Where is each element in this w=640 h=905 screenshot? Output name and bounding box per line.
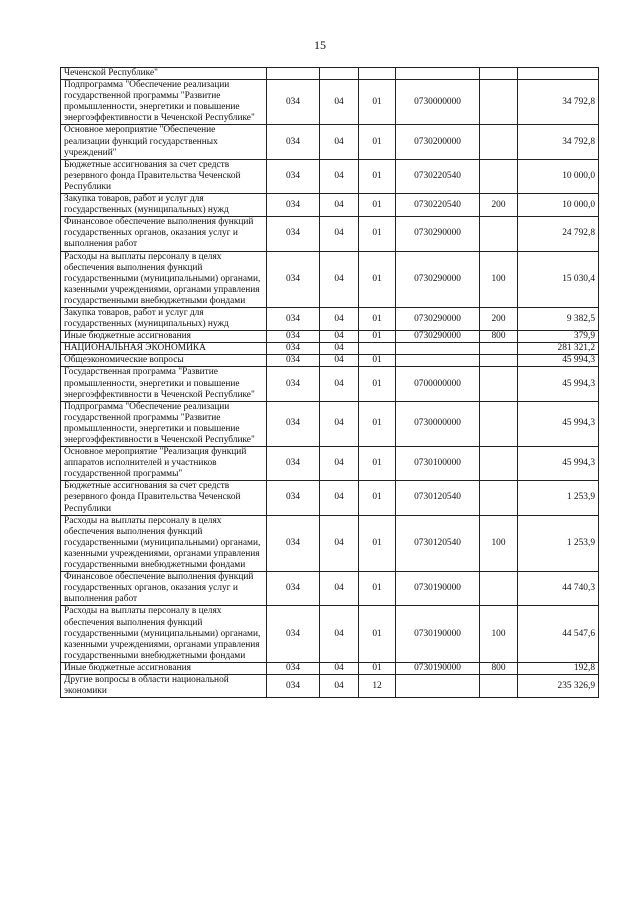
table-row (61, 662, 599, 674)
row-ved: 034 (267, 401, 320, 446)
row-pr: 01 (359, 194, 396, 217)
row-sum: 45 994,3 (518, 367, 599, 401)
row-sum: 45 994,3 (518, 401, 599, 446)
row-sum: 192,8 (518, 662, 599, 674)
row-name: Закупка товаров, работ и услуг для государственных (муниципальных) нужд (61, 307, 267, 330)
row-vr (480, 217, 518, 251)
row-rz: 04 (320, 159, 359, 193)
row-csr: 0730290000 (396, 307, 480, 330)
row-ved: 034 (267, 217, 320, 251)
row-pr: 01 (359, 125, 396, 159)
row-sum: 235 326,9 (518, 674, 599, 697)
row-rz: 04 (320, 125, 359, 159)
row-csr (396, 68, 480, 80)
row-name: Подпрограмма "Обеспечение реализации государственной программы "Развитие промышленности, энергетики и повышение энергоэффективности в Чеченской Республике" (61, 401, 267, 446)
table-row (61, 367, 599, 401)
row-name: Финансовое обеспечение выполнения функций государственных органов, оказания услуг и выполнения работ (61, 217, 267, 251)
row-ved: 034 (267, 80, 320, 125)
row-ved: 034 (267, 662, 320, 674)
row-csr: 0700000000 (396, 367, 480, 401)
row-vr: 800 (480, 331, 518, 343)
row-rz: 04 (320, 251, 359, 307)
row-vr: 200 (480, 307, 518, 330)
row-ved: 034 (267, 481, 320, 515)
table-row (61, 674, 599, 697)
table-row (61, 481, 599, 515)
row-rz (320, 68, 359, 80)
row-ved: 034 (267, 367, 320, 401)
row-pr: 01 (359, 251, 396, 307)
row-pr: 12 (359, 674, 396, 697)
row-name: Расходы на выплаты персоналу в целях обеспечения выполнения функций государственными (муниципальными) органами, казенными учреждениями, органами управления государственными внебюджетными фондами (61, 606, 267, 662)
row-pr: 01 (359, 331, 396, 343)
row-ved: 034 (267, 125, 320, 159)
row-name: Государственная программа "Развитие промышленности, энергетики и повышение энергоэффективности в Чеченской Республике" (61, 367, 267, 401)
table-row (61, 331, 599, 343)
row-ved: 034 (267, 447, 320, 481)
row-name: Общеэкономические вопросы (61, 355, 267, 367)
row-sum: 44 547,6 (518, 606, 599, 662)
row-vr (480, 481, 518, 515)
row-rz: 04 (320, 355, 359, 367)
row-vr (480, 572, 518, 606)
row-ved: 034 (267, 159, 320, 193)
row-sum (518, 68, 599, 80)
row-rz: 04 (320, 401, 359, 446)
row-vr (480, 68, 518, 80)
row-ved: 034 (267, 606, 320, 662)
row-name: Подпрограмма "Обеспечение реализации государственной программы "Развитие промышленности, энергетики и повышение энергоэффективности в Чеченской Республике" (61, 80, 267, 125)
row-csr: 0730290000 (396, 331, 480, 343)
row-ved: 034 (267, 343, 320, 355)
row-rz: 04 (320, 343, 359, 355)
row-csr: 0730200000 (396, 125, 480, 159)
row-vr (480, 447, 518, 481)
row-vr: 800 (480, 662, 518, 674)
row-pr: 01 (359, 662, 396, 674)
row-name: Закупка товаров, работ и услуг для государственных (муниципальных) нужд (61, 194, 267, 217)
row-csr: 0730190000 (396, 572, 480, 606)
row-sum: 15 030,4 (518, 251, 599, 307)
row-name: Иные бюджетные ассигнования (61, 662, 267, 674)
row-rz: 04 (320, 606, 359, 662)
row-vr (480, 367, 518, 401)
row-csr: 0730000000 (396, 401, 480, 446)
page-number: 15 (314, 38, 326, 52)
table-row (61, 606, 599, 662)
row-pr: 01 (359, 159, 396, 193)
row-name: Бюджетные ассигнования за счет средств резервного фонда Правительства Чеченской Республики (61, 159, 267, 193)
row-pr (359, 68, 396, 80)
row-ved: 034 (267, 307, 320, 330)
row-sum: 45 994,3 (518, 355, 599, 367)
row-name: Расходы на выплаты персоналу в целях обеспечения выполнения функций государственными (муниципальными) органами, казенными учреждениями, органами управления государственными внебюджетными фондами (61, 515, 267, 571)
row-ved: 034 (267, 251, 320, 307)
row-ved: 034 (267, 674, 320, 697)
row-sum: 10 000,0 (518, 159, 599, 193)
table-row (61, 355, 599, 367)
row-name: Основное мероприятие "Реализация функций аппаратов исполнителей и участников государственной программы" (61, 447, 267, 481)
row-ved: 034 (267, 194, 320, 217)
row-csr: 0730220540 (396, 194, 480, 217)
row-name: Бюджетные ассигнования за счет средств резервного фонда Правительства Чеченской Республики (61, 481, 267, 515)
row-pr (359, 343, 396, 355)
row-sum: 10 000,0 (518, 194, 599, 217)
row-sum: 34 792,8 (518, 125, 599, 159)
row-vr (480, 401, 518, 446)
row-rz: 04 (320, 662, 359, 674)
row-sum: 24 792,8 (518, 217, 599, 251)
row-ved: 034 (267, 572, 320, 606)
row-pr: 01 (359, 515, 396, 571)
row-csr: 0730000000 (396, 80, 480, 125)
row-sum: 45 994,3 (518, 447, 599, 481)
row-rz: 04 (320, 367, 359, 401)
row-pr: 01 (359, 355, 396, 367)
table-row (61, 125, 599, 159)
table-row (61, 515, 599, 571)
row-vr (480, 355, 518, 367)
row-pr: 01 (359, 307, 396, 330)
row-rz: 04 (320, 481, 359, 515)
table-row (61, 159, 599, 193)
row-vr: 100 (480, 606, 518, 662)
row-name: Иные бюджетные ассигнования (61, 331, 267, 343)
row-csr: 0730190000 (396, 606, 480, 662)
row-csr (396, 343, 480, 355)
row-csr: 0730190000 (396, 662, 480, 674)
table-row (61, 401, 599, 446)
row-name: Чеченской Республике" (61, 68, 267, 80)
row-rz: 04 (320, 515, 359, 571)
row-rz: 04 (320, 447, 359, 481)
row-rz: 04 (320, 307, 359, 330)
table-row (61, 251, 599, 307)
row-name: НАЦИОНАЛЬНАЯ ЭКОНОМИКА (61, 343, 267, 355)
table-row (61, 80, 599, 125)
row-name: Другие вопросы в области национальной экономики (61, 674, 267, 697)
row-rz: 04 (320, 194, 359, 217)
row-sum: 1 253,9 (518, 515, 599, 571)
row-vr (480, 159, 518, 193)
row-csr: 0730120540 (396, 481, 480, 515)
row-pr: 01 (359, 80, 396, 125)
row-sum: 379,9 (518, 331, 599, 343)
row-csr: 0730120540 (396, 515, 480, 571)
table-row (61, 572, 599, 606)
table-row (61, 68, 599, 80)
row-csr (396, 355, 480, 367)
row-vr: 100 (480, 251, 518, 307)
row-ved: 034 (267, 515, 320, 571)
row-pr: 01 (359, 401, 396, 446)
row-rz: 04 (320, 674, 359, 697)
row-pr: 01 (359, 481, 396, 515)
row-pr: 01 (359, 447, 396, 481)
table-row (61, 343, 599, 355)
row-vr (480, 80, 518, 125)
row-vr (480, 674, 518, 697)
row-csr: 0730290000 (396, 251, 480, 307)
row-vr (480, 125, 518, 159)
row-ved: 034 (267, 331, 320, 343)
row-csr: 0730220540 (396, 159, 480, 193)
row-sum: 281 321,2 (518, 343, 599, 355)
row-name: Основное мероприятие "Обеспечение реализации функций государственных учреждений" (61, 125, 267, 159)
table-row (61, 194, 599, 217)
row-rz: 04 (320, 331, 359, 343)
row-pr: 01 (359, 606, 396, 662)
budget-table-body (61, 68, 599, 698)
row-csr: 0730290000 (396, 217, 480, 251)
row-csr (396, 674, 480, 697)
row-vr (480, 343, 518, 355)
row-pr: 01 (359, 572, 396, 606)
row-sum: 9 382,5 (518, 307, 599, 330)
row-sum: 34 792,8 (518, 80, 599, 125)
row-pr: 01 (359, 367, 396, 401)
table-row (61, 217, 599, 251)
table-row (61, 447, 599, 481)
row-sum: 1 253,9 (518, 481, 599, 515)
row-sum: 44 740,3 (518, 572, 599, 606)
row-name: Расходы на выплаты персоналу в целях обеспечения выполнения функций государственными (муниципальными) органами, казенными учреждениями, органами управления государственными внебюджетными фондами (61, 251, 267, 307)
row-pr: 01 (359, 217, 396, 251)
row-ved (267, 68, 320, 80)
row-rz: 04 (320, 80, 359, 125)
row-name: Финансовое обеспечение выполнения функций государственных органов, оказания услуг и выполнения работ (61, 572, 267, 606)
table-row (61, 307, 599, 330)
row-vr: 100 (480, 515, 518, 571)
row-rz: 04 (320, 572, 359, 606)
row-csr: 0730100000 (396, 447, 480, 481)
budget-table (60, 67, 599, 698)
row-vr: 200 (480, 194, 518, 217)
row-ved: 034 (267, 355, 320, 367)
row-rz: 04 (320, 217, 359, 251)
